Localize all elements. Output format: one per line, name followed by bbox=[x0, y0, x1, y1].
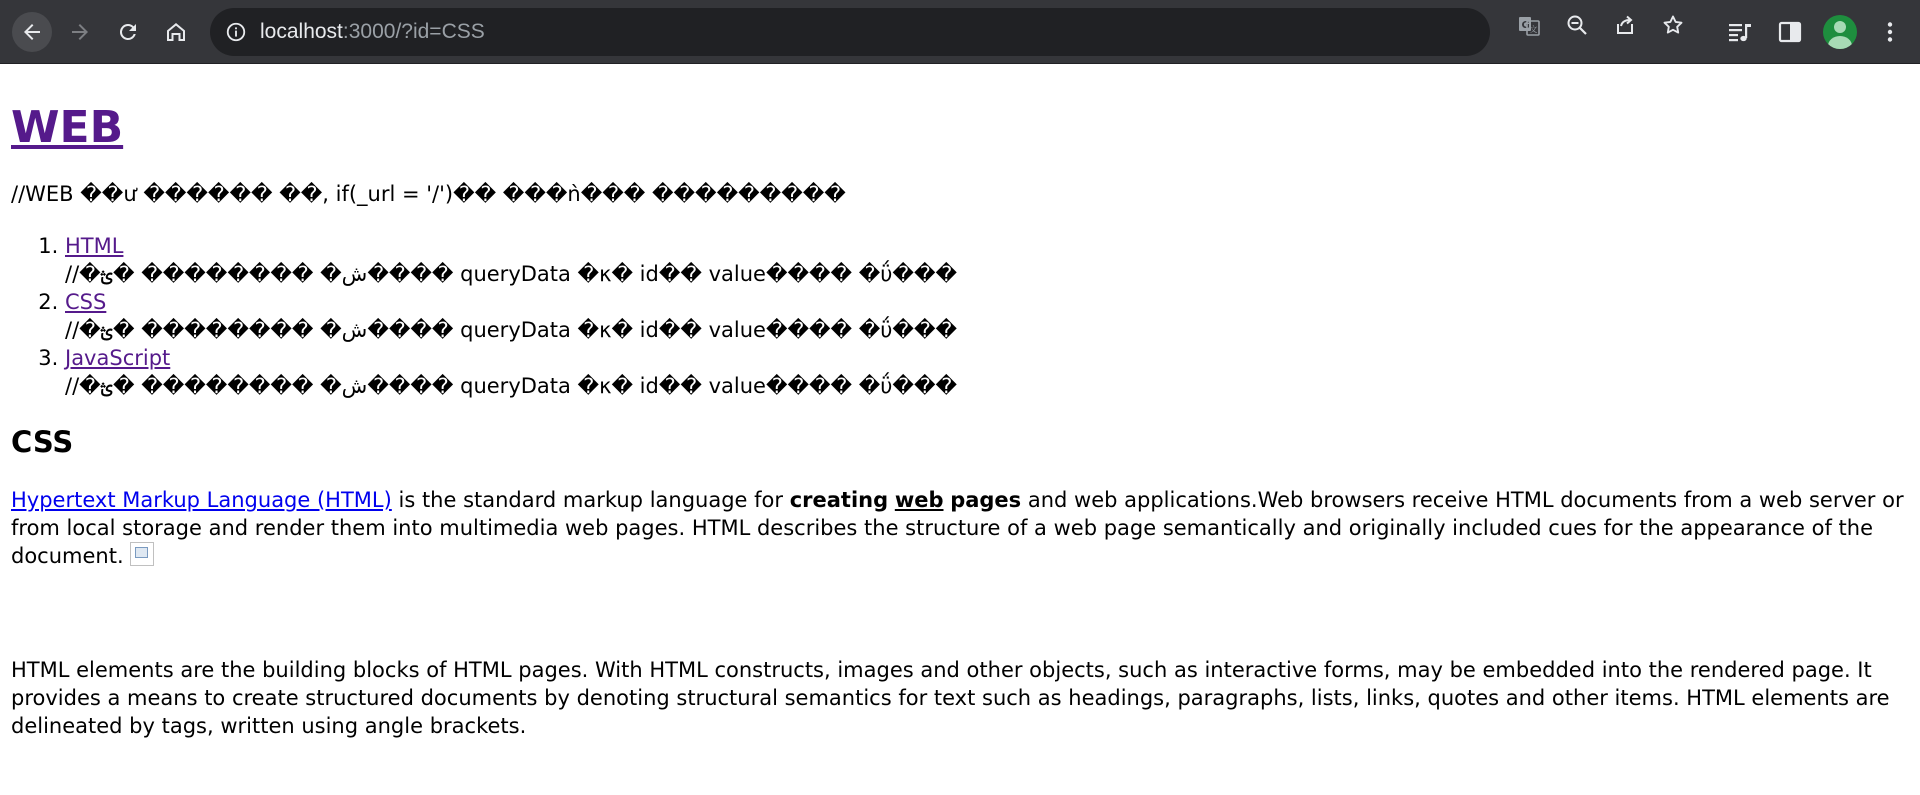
avatar-body bbox=[1828, 36, 1852, 49]
share-icon[interactable] bbox=[1612, 12, 1638, 38]
translate-icon[interactable] bbox=[1516, 12, 1542, 38]
nav-note: //�ش� �������� �ؿ���� queryData �κ� id�� value���� �ΰ��� bbox=[65, 262, 958, 286]
url-text[interactable] bbox=[260, 8, 485, 56]
nav-item-javascript bbox=[65, 344, 1909, 400]
back-icon bbox=[20, 20, 44, 44]
star-icon[interactable] bbox=[1660, 12, 1686, 38]
para-text: and web applications.Web browsers receive HTML documents from a web server or from local storage and render them into multimedia web pages. HTML describes the structure of a web page semantically and originally included cues for the appearance of the document. bbox=[11, 488, 1904, 568]
header-comment: //WEB ��ư ������ ��, if(_url = '/')�� ���ǹ��� ��������� bbox=[11, 182, 846, 206]
reload-button[interactable] bbox=[108, 12, 148, 52]
nav-link-javascript[interactable]: JavaScript bbox=[65, 346, 171, 370]
bold-creating: creating bbox=[789, 488, 889, 512]
nav-item-html bbox=[65, 232, 1909, 288]
broken-image-icon bbox=[130, 542, 154, 566]
info-icon[interactable] bbox=[224, 20, 248, 44]
menu-icon[interactable] bbox=[1876, 18, 1904, 46]
avatar[interactable] bbox=[1823, 15, 1857, 49]
zoom-out-icon[interactable] bbox=[1564, 12, 1590, 38]
svg-text:文: 文 bbox=[1529, 25, 1538, 34]
url-path: :3000/?id=CSS bbox=[342, 20, 485, 43]
bold-pages: pages bbox=[950, 488, 1022, 512]
nav-link-css[interactable]: CSS bbox=[65, 290, 107, 314]
site-title-link[interactable]: WEB bbox=[11, 102, 124, 153]
page-content bbox=[11, 64, 1909, 740]
elements-paragraph: HTML elements are the building blocks of HTML pages. With HTML constructs, images and other objects, such as interactive forms, may be embedded into the rendered page. It provides a means to create structured documents by denoting structural semantics for text such as headings, paragraphs, lists, links, quotes and other items. HTML elements are delineated by tags, written using angle brackets. bbox=[11, 658, 1890, 738]
nav-note: //�ش� �������� �ؿ���� queryData �κ� id�� value���� �ΰ��� bbox=[65, 374, 958, 398]
svg-text:G: G bbox=[1521, 20, 1530, 31]
media-icon[interactable] bbox=[1726, 18, 1754, 46]
home-button[interactable] bbox=[156, 12, 196, 52]
site-title bbox=[11, 102, 1909, 154]
forward-button[interactable] bbox=[60, 12, 100, 52]
description-paragraph bbox=[11, 486, 1909, 570]
url-host: localhost bbox=[260, 20, 343, 43]
side-panel-icon[interactable] bbox=[1776, 18, 1804, 46]
html-wiki-link[interactable]: Hypertext Markup Language (HTML) bbox=[11, 488, 392, 512]
nav-list bbox=[11, 232, 1909, 400]
address-bar[interactable] bbox=[210, 8, 1490, 56]
browser-toolbar bbox=[0, 0, 1920, 64]
back-button[interactable] bbox=[12, 12, 52, 52]
nav-note: //�ش� �������� �ؿ���� queryData �κ� id�� value���� �ΰ��� bbox=[65, 318, 958, 342]
spacer bbox=[11, 570, 1909, 632]
para-text: is the standard markup language for bbox=[391, 488, 790, 512]
bold-underline-web: web bbox=[894, 488, 944, 512]
home-icon bbox=[164, 20, 188, 44]
nav-link-html[interactable]: HTML bbox=[65, 234, 124, 258]
reload-icon bbox=[116, 20, 140, 44]
nav-item-css bbox=[65, 288, 1909, 344]
section-title: CSS bbox=[11, 425, 74, 459]
forward-icon bbox=[68, 20, 92, 44]
avatar-head bbox=[1834, 21, 1846, 33]
